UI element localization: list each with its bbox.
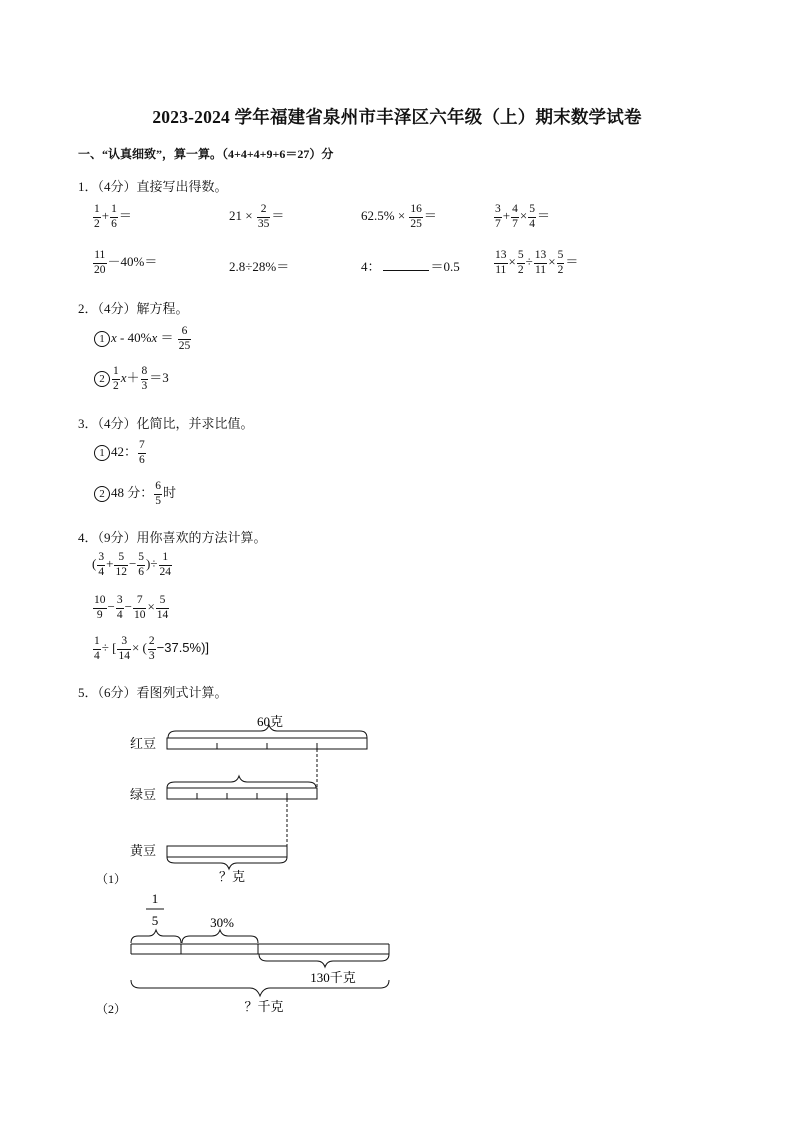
question-mark-label: ？千克	[244, 999, 284, 1014]
q4-expr-c: $\frac{1}{4}$ ÷ [ $\frac{3}{14}$ × ( $\frac{2}{3}$ −37.5%)]	[94, 635, 210, 662]
question-4-label: 4．（9分）用你喜欢的方法计算。	[78, 530, 267, 545]
q1-expr-g: 4： ＝0.5	[361, 259, 460, 274]
circled-number: 1	[94, 331, 110, 347]
brace-bottom	[167, 857, 287, 869]
diagram-number: （1）	[96, 872, 127, 886]
question-5-label: 5．（6分）看图列式计算。	[78, 685, 228, 700]
fraction: $\frac{1}{6}$	[111, 203, 117, 230]
section-heading: 一、“认真细致”，算一算。（4+4+4+9+6＝27）分	[78, 147, 334, 161]
q1-expr-a: $\frac{1}{2}$ + $\frac{1}{6}$ ＝	[94, 203, 132, 230]
q2-equation-1: 1 x - 40%x ＝ $\frac{6}{25}$	[94, 326, 192, 352]
fraction: $\frac{3}{14}$	[118, 635, 130, 662]
q1-expr-d: $\frac{3}{7}$ + $\frac{4}{7}$ × $\frac{5}{4}$ ＝	[495, 203, 550, 230]
fraction: $\frac{2}{35}$	[257, 203, 270, 230]
yellow-bean-bar	[167, 846, 287, 857]
fraction-numerator: 1	[151, 891, 159, 906]
fraction: $\frac{11}{20}$	[94, 249, 106, 276]
q1-expr-b: 21 × $\frac{2}{35}$ ＝	[229, 203, 285, 230]
yellow-bean-label: 黄豆	[130, 843, 157, 858]
green-bean-bar	[167, 788, 317, 799]
q4-expr-b: $\frac{10}{9}$ − $\frac{3}{4}$ − $\frac{7}{10}$ × $\frac{5}{14}$	[94, 594, 169, 621]
q2-equation-2: 2 $\frac{1}{2}$ x＋ $\frac{8}{3}$ ＝3	[94, 366, 169, 392]
q3-ratio-2: 2 48 分： $\frac{6}{5}$ 时	[94, 481, 176, 507]
fraction: $\frac{8}{3}$	[141, 365, 148, 392]
question-1-label: 1．（4分）直接写出得数。	[78, 179, 228, 194]
fraction: $\frac{5}{14}$	[156, 594, 169, 621]
fraction: $\frac{2}{3}$	[148, 635, 155, 662]
circled-number: 1	[94, 445, 110, 461]
fraction: $\frac{6}{5}$	[155, 480, 162, 507]
percent-label: 30%	[210, 915, 234, 930]
q3-ratio-1: 1 42： $\frac{7}{6}$	[94, 440, 147, 466]
fraction: $\frac{5}{2}$	[557, 249, 564, 276]
fraction: $\frac{1}{24}$	[159, 551, 171, 578]
fraction: $\frac{13}{11}$	[534, 249, 547, 276]
weight-diagram-2	[0, 888, 794, 1028]
fraction: $\frac{3}{4}$	[116, 594, 123, 621]
fraction: $\frac{6}{25}$	[178, 325, 191, 352]
fraction-denominator: 5	[151, 913, 159, 928]
fraction: $\frac{1}{2}$	[113, 365, 119, 392]
fraction: $\frac{5}{12}$	[115, 551, 127, 578]
q1-expr-h: $\frac{13}{11}$ × $\frac{5}{2}$ ÷ $\frac{13}{11}$ × $\frac{5}{2}$ ＝	[495, 249, 579, 276]
q1-expr-e: $\frac{11}{20}$ －40%＝	[94, 249, 158, 276]
circled-number: 2	[94, 371, 110, 387]
rest-label: 130千克	[310, 970, 356, 985]
brace-first	[131, 930, 181, 943]
fraction: $\frac{5}{6}$	[138, 551, 145, 578]
green-bean-label: 绿豆	[130, 787, 157, 802]
fraction: $\frac{7}{6}$	[139, 439, 145, 466]
brace-second	[182, 930, 258, 943]
q1-expr-f: 2.8÷28%＝	[229, 259, 290, 274]
diagram-number: （2）	[96, 1002, 127, 1016]
fraction: $\frac{5}{4}$	[529, 203, 535, 230]
fraction: $\frac{1}{2}$	[94, 203, 100, 230]
fraction: $\frac{10}{9}$	[94, 594, 106, 621]
fraction: $\frac{7}{10}$	[133, 594, 146, 621]
q1-expr-c: 62.5% × $\frac{16}{25}$ ＝	[361, 203, 437, 230]
brace-rest	[259, 954, 389, 967]
fraction: $\frac{4}{7}$	[512, 203, 518, 230]
fraction: $\frac{3}{7}$	[495, 203, 501, 230]
question-2-label: 2．（4分）解方程。	[78, 301, 189, 316]
page-title: 2023-2024 学年福建省泉州市丰泽区六年级（上）期末数学试卷	[152, 107, 642, 127]
question-3-label: 3．（4分）化简比，并求比值。	[78, 416, 254, 431]
circled-number: 2	[94, 486, 110, 502]
q4-expr-a: ( $\frac{3}{4}$ + $\frac{5}{12}$ − $\frac{5}{6}$ )÷ $\frac{1}{24}$	[92, 551, 171, 578]
total-label: 60克	[256, 714, 284, 729]
brace-green	[167, 776, 316, 788]
red-bean-label: 红豆	[130, 736, 157, 751]
fraction: $\frac{1}{4}$	[94, 635, 100, 662]
fraction: $\frac{5}{2}$	[517, 249, 524, 276]
question-mark-label: ？克	[218, 869, 246, 884]
answer-blank[interactable]	[383, 258, 429, 271]
bean-diagram-1	[0, 700, 794, 900]
fraction: $\frac{13}{11}$	[495, 249, 507, 276]
fraction: $\frac{16}{25}$	[410, 203, 422, 230]
fraction: $\frac{3}{4}$	[98, 551, 105, 578]
